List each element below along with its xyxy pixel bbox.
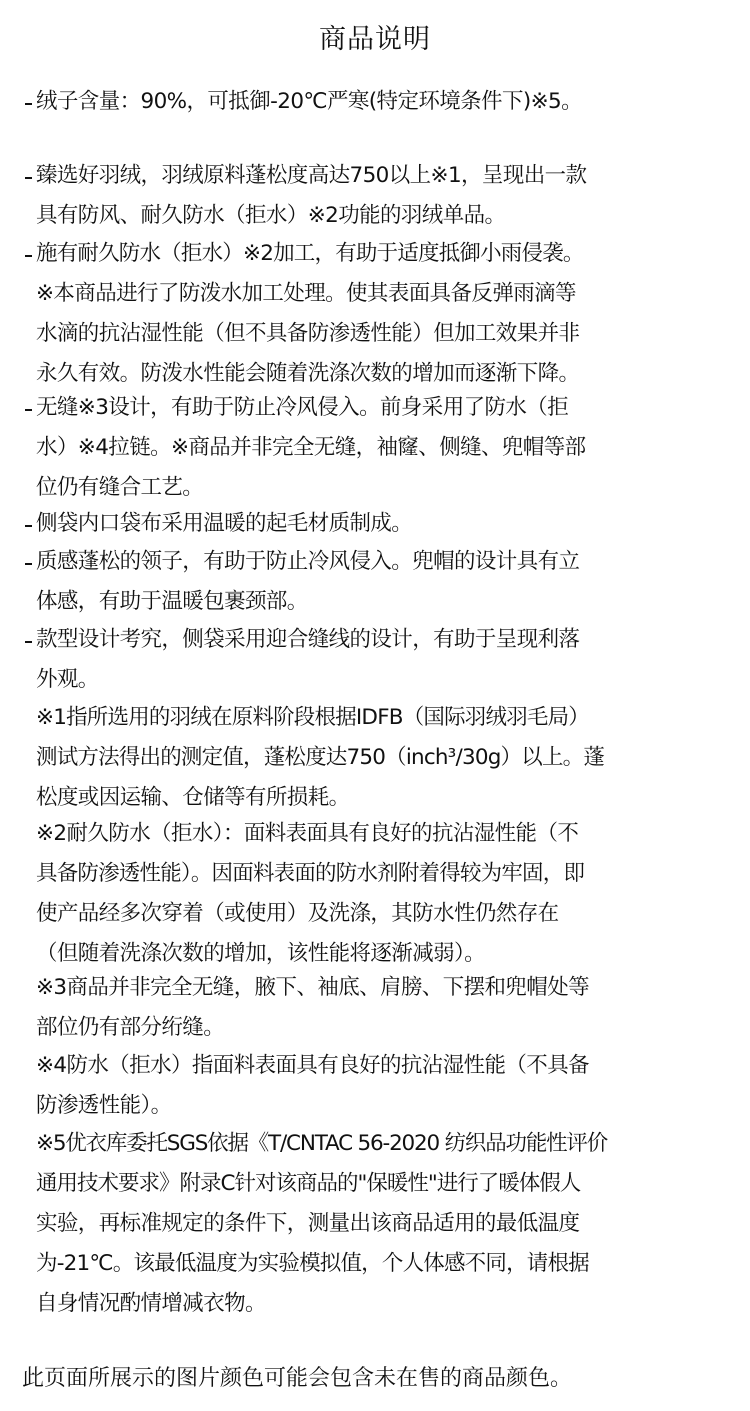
text-line: 松度或因运输、仓储等有所损耗。: [36, 785, 350, 810]
bullet-dash: [25, 563, 32, 565]
text-line: ※2耐久防水（拒水）：面料表面具有良好的抗沾湿性能（不: [36, 821, 579, 846]
text-line: 通用技术要求》附录C针对该商品的"保暖性"进行了暖体假人: [36, 1171, 581, 1196]
bullet-dash: [25, 641, 32, 643]
text-line: 外观。: [36, 667, 99, 692]
text-line: 施有耐久防水（拒水）※2加工，有助于适度抵御小雨侵袭。: [36, 241, 584, 266]
text-line: 使产品经多次穿着（或使用）及洗涤，其防水性仍然存在: [36, 901, 559, 926]
bullet-dash: [25, 525, 32, 527]
page-title: 商品说明: [319, 24, 431, 55]
text-line: 为-21℃。该最低温度为实验模拟值，个人体感不同，请根据: [36, 1251, 589, 1276]
bullet-dash: [25, 177, 32, 179]
text-line: ※3商品并非完全无缝，腋下、袖底、肩膀、下摆和兜帽处等: [36, 975, 589, 1000]
text-line: 臻选好羽绒，羽绒原料蓬松度高达750以上※1，呈现出一款: [36, 163, 587, 188]
text-line: 防渗透性能）。: [36, 1093, 172, 1118]
text-line: 永久有效。防泼水性能会随着洗涤次数的增加而逐渐下降。: [36, 361, 580, 386]
bullet-dash: [25, 103, 32, 105]
text-line: ※本商品进行了防泼水加工处理。使其表面具备反弹雨滴等: [36, 281, 576, 306]
text-line: 部位仍有部分绗缝。: [36, 1015, 225, 1040]
text-line: （但随着洗涤次数的增加，该性能将逐渐减弱）。: [36, 941, 486, 966]
text-line: 侧袋内口袋布采用温暖的起毛材质制成。: [36, 511, 413, 536]
text-line: 款型设计考究，侧袋采用迎合缝线的设计，有助于呈现利落: [36, 627, 580, 652]
text-line: 测试方法得出的测定值，蓬松度达750（inch³/30g）以上。蓬: [36, 745, 605, 770]
text-line: 体感，有助于温暖包裹颈部。: [36, 589, 308, 614]
text-line: 无缝※3设计，有助于防止冷风侵入。前身采用了防水（拒: [36, 395, 569, 420]
text-line: 水）※4拉链。※商品并非完全无缝，袖窿、侧缝、兜帽等部: [36, 435, 586, 460]
text-line: ※4防水（拒水）指面料表面具有良好的抗沾湿性能（不具备: [36, 1053, 589, 1078]
footer-note: 此页面所展示的图片颜色可能会包含未在售的商品颜色。: [22, 1366, 573, 1391]
text-line: 位仍有缝合工艺。: [36, 475, 204, 500]
bullet-dash: [25, 255, 32, 257]
text-line: 水滴的抗沾湿性能（但不具备防渗透性能）但加工效果并非: [36, 321, 580, 346]
text-line: 质感蓬松的领子，有助于防止冷风侵入。兜帽的设计具有立: [36, 549, 580, 574]
text-line: 具有防风、耐久防水（拒水）※2功能的羽绒单品。: [36, 203, 506, 228]
text-line: 自身情况酌情增减衣物。: [36, 1291, 266, 1316]
text-line: 实验，再标准规定的条件下，测量出该商品适用的最低温度: [36, 1211, 580, 1236]
text-line: 具备防渗透性能）。因面料表面的防水剂附着得较为牢固，即: [36, 861, 585, 886]
text-line: ※1指所选用的羽绒在原料阶段根据IDFB（国际羽绒羽毛局）: [36, 705, 590, 730]
text-line: 绒子含量：90%，可抵御-20℃严寒(特定环境条件下)※5。: [36, 89, 583, 114]
bullet-dash: [25, 409, 32, 411]
text-line: ※5优衣库委托SGS依据《T/CNTAC 56-2020 纺织品功能性评价: [36, 1131, 608, 1156]
